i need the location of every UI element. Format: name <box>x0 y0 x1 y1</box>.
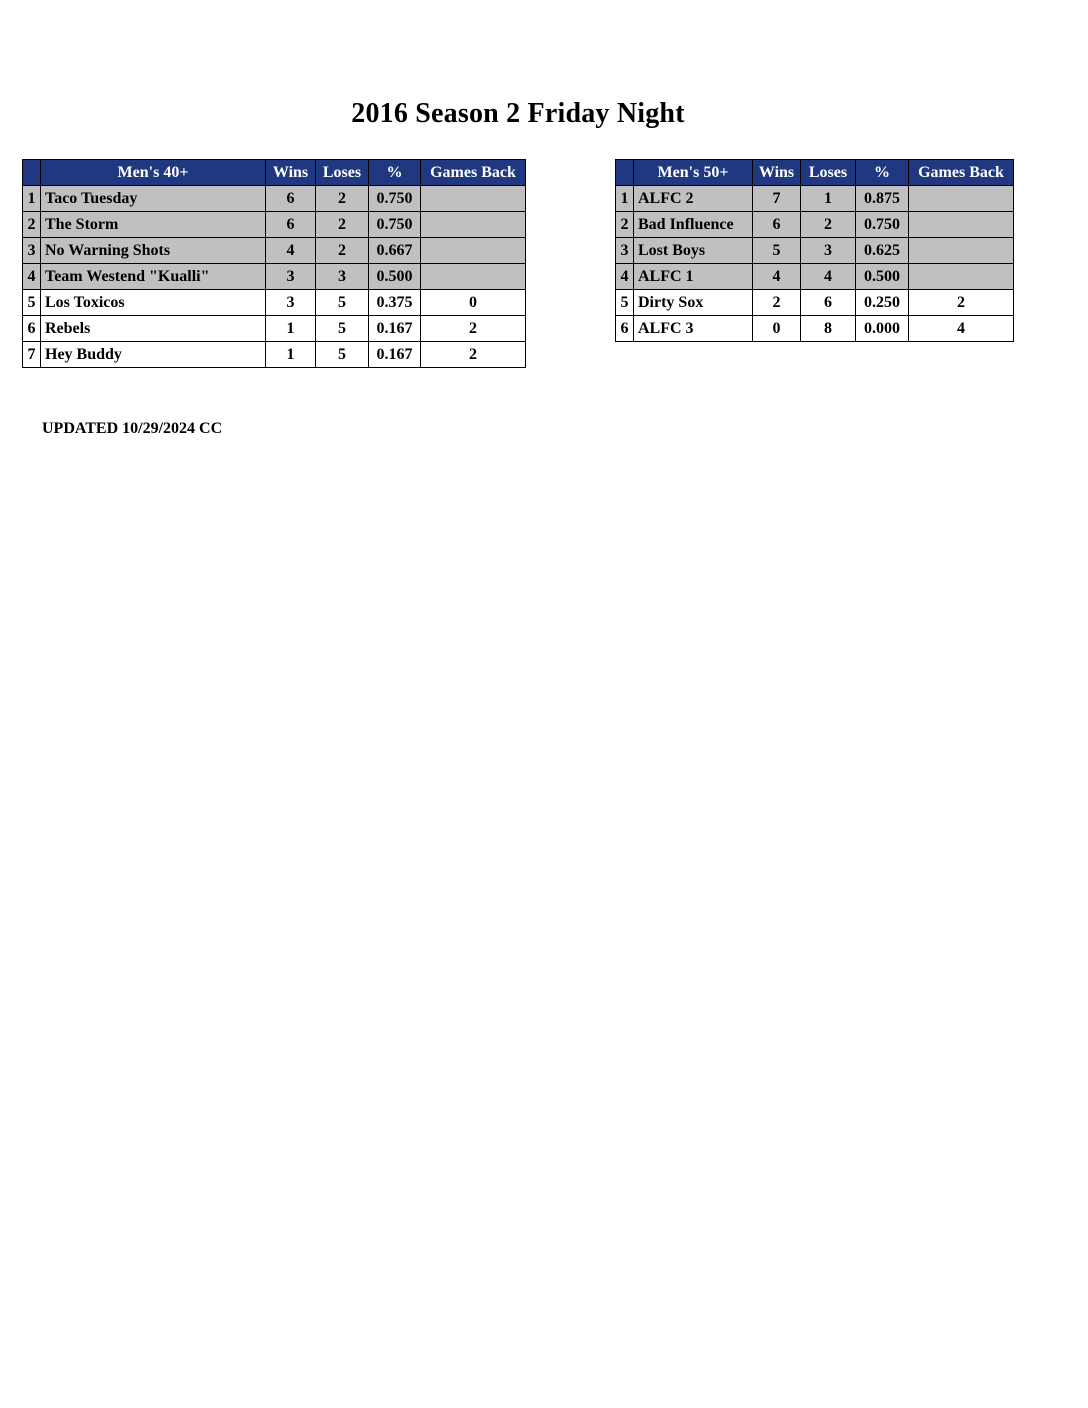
cell-team: Los Toxicos <box>41 290 266 316</box>
cell-rank: 5 <box>23 290 41 316</box>
table-row <box>23 342 526 368</box>
cell-games-back <box>909 186 1014 212</box>
header-division: Men's 50+ <box>634 160 753 186</box>
cell-pct: 0.167 <box>369 316 421 342</box>
cell-loses: 3 <box>801 238 856 264</box>
standings-table <box>22 159 526 368</box>
table-row <box>616 238 1014 264</box>
cell-loses: 2 <box>316 186 369 212</box>
cell-pct: 0.750 <box>369 212 421 238</box>
cell-games-back: 4 <box>909 316 1014 342</box>
cell-rank: 6 <box>23 316 41 342</box>
cell-team: Hey Buddy <box>41 342 266 368</box>
standings-table <box>615 159 1014 342</box>
standings-header-row <box>23 160 526 186</box>
cell-games-back <box>909 212 1014 238</box>
cell-rank: 4 <box>616 264 634 290</box>
cell-team: Bad Influence <box>634 212 753 238</box>
cell-games-back: 2 <box>909 290 1014 316</box>
cell-team: Rebels <box>41 316 266 342</box>
cell-rank: 5 <box>616 290 634 316</box>
table-row <box>23 238 526 264</box>
header-wins: Wins <box>266 160 316 186</box>
cell-loses: 5 <box>316 290 369 316</box>
cell-team: The Storm <box>41 212 266 238</box>
cell-rank: 7 <box>23 342 41 368</box>
cell-rank: 3 <box>616 238 634 264</box>
cell-wins: 6 <box>266 212 316 238</box>
table-row <box>23 186 526 212</box>
cell-rank: 4 <box>23 264 41 290</box>
cell-loses: 3 <box>316 264 369 290</box>
header-pct: % <box>856 160 909 186</box>
cell-pct: 0.625 <box>856 238 909 264</box>
cell-pct: 0.250 <box>856 290 909 316</box>
cell-wins: 4 <box>266 238 316 264</box>
cell-wins: 6 <box>266 186 316 212</box>
cell-pct: 0.000 <box>856 316 909 342</box>
cell-pct: 0.875 <box>856 186 909 212</box>
cell-pct: 0.500 <box>856 264 909 290</box>
table-row <box>616 212 1014 238</box>
cell-games-back <box>421 212 526 238</box>
cell-games-back <box>421 186 526 212</box>
cell-games-back: 0 <box>421 290 526 316</box>
table-row <box>23 316 526 342</box>
cell-wins: 7 <box>753 186 801 212</box>
cell-pct: 0.750 <box>856 212 909 238</box>
cell-loses: 5 <box>316 316 369 342</box>
cell-games-back: 2 <box>421 342 526 368</box>
cell-wins: 1 <box>266 316 316 342</box>
cell-team: Dirty Sox <box>634 290 753 316</box>
cell-games-back <box>421 238 526 264</box>
cell-pct: 0.375 <box>369 290 421 316</box>
cell-pct: 0.667 <box>369 238 421 264</box>
cell-wins: 0 <box>753 316 801 342</box>
header-rank <box>23 160 41 186</box>
cell-wins: 4 <box>753 264 801 290</box>
header-division: Men's 40+ <box>41 160 266 186</box>
cell-pct: 0.750 <box>369 186 421 212</box>
cell-games-back <box>909 264 1014 290</box>
cell-team: ALFC 1 <box>634 264 753 290</box>
cell-loses: 6 <box>801 290 856 316</box>
cell-rank: 3 <box>23 238 41 264</box>
header-games-back: Games Back <box>421 160 526 186</box>
standings-table-mens-50plus <box>615 159 1014 342</box>
cell-loses: 4 <box>801 264 856 290</box>
header-loses: Loses <box>801 160 856 186</box>
cell-team: ALFC 3 <box>634 316 753 342</box>
cell-wins: 2 <box>753 290 801 316</box>
standings-body <box>616 186 1014 342</box>
cell-team: No Warning Shots <box>41 238 266 264</box>
cell-games-back <box>909 238 1014 264</box>
table-row <box>616 290 1014 316</box>
standings-header-row <box>616 160 1014 186</box>
cell-pct: 0.167 <box>369 342 421 368</box>
header-wins: Wins <box>753 160 801 186</box>
cell-rank: 6 <box>616 316 634 342</box>
cell-rank: 2 <box>23 212 41 238</box>
cell-games-back <box>421 264 526 290</box>
table-row <box>616 186 1014 212</box>
cell-loses: 2 <box>801 212 856 238</box>
table-row <box>616 264 1014 290</box>
cell-team: Lost Boys <box>634 238 753 264</box>
cell-rank: 2 <box>616 212 634 238</box>
table-row <box>23 264 526 290</box>
standings-body <box>23 186 526 368</box>
cell-wins: 3 <box>266 264 316 290</box>
cell-games-back: 2 <box>421 316 526 342</box>
cell-rank: 1 <box>23 186 41 212</box>
cell-wins: 5 <box>753 238 801 264</box>
cell-team: Taco Tuesday <box>41 186 266 212</box>
updated-note: UPDATED 10/29/2024 CC <box>42 420 223 437</box>
header-rank <box>616 160 634 186</box>
table-row <box>616 316 1014 342</box>
table-row <box>23 290 526 316</box>
page-title: 2016 Season 2 Friday Night <box>351 98 685 129</box>
cell-wins: 3 <box>266 290 316 316</box>
header-pct: % <box>369 160 421 186</box>
cell-team: Team Westend "Kualli" <box>41 264 266 290</box>
cell-wins: 1 <box>266 342 316 368</box>
standings-table-mens-40plus <box>22 159 526 368</box>
cell-pct: 0.500 <box>369 264 421 290</box>
table-row <box>23 212 526 238</box>
cell-rank: 1 <box>616 186 634 212</box>
cell-loses: 2 <box>316 212 369 238</box>
cell-loses: 1 <box>801 186 856 212</box>
header-loses: Loses <box>316 160 369 186</box>
cell-loses: 2 <box>316 238 369 264</box>
cell-team: ALFC 2 <box>634 186 753 212</box>
cell-loses: 5 <box>316 342 369 368</box>
cell-loses: 8 <box>801 316 856 342</box>
cell-wins: 6 <box>753 212 801 238</box>
header-games-back: Games Back <box>909 160 1014 186</box>
